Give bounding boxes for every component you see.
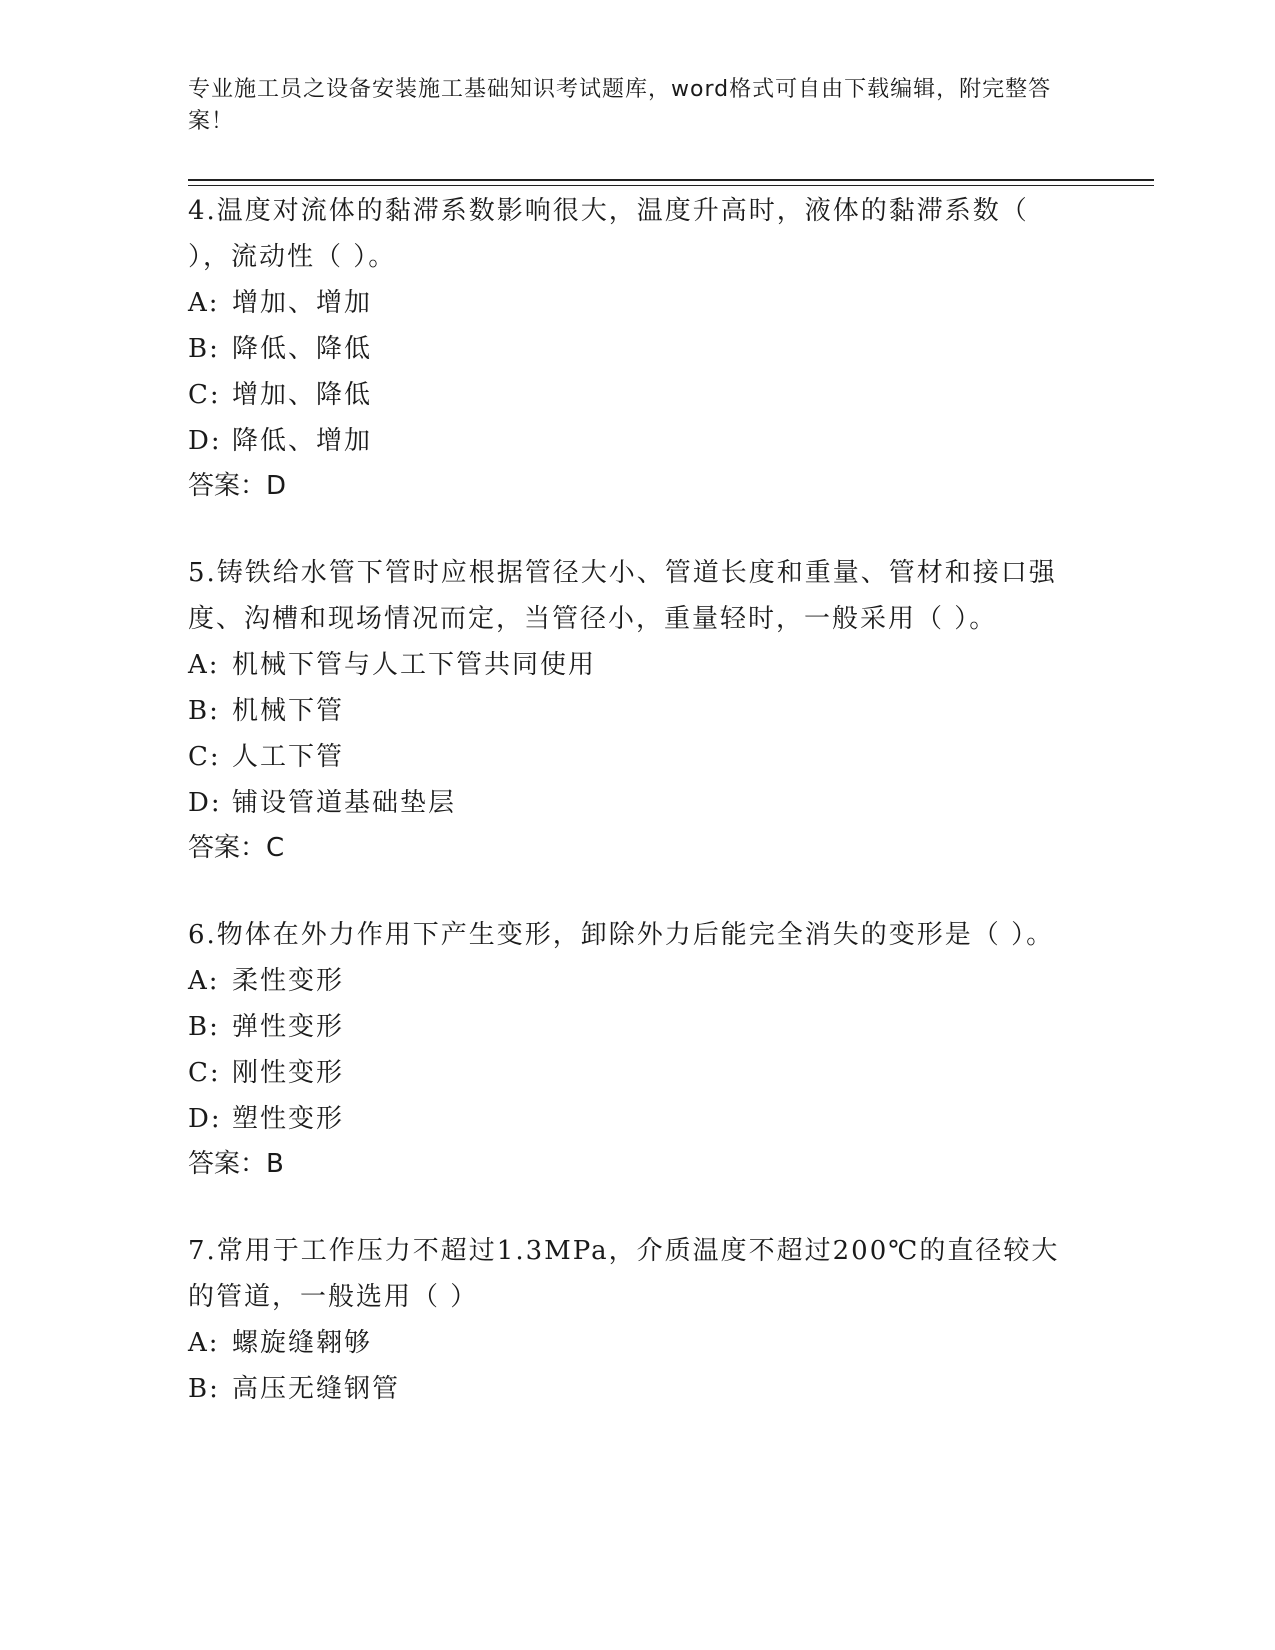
- option-text: 弹性变形: [232, 1012, 345, 1042]
- option-key: B:: [188, 1012, 220, 1042]
- option-c: [188, 734, 1068, 780]
- option-b: [188, 1366, 1068, 1412]
- header-divider-thick: [188, 179, 1154, 181]
- option-key: D:: [188, 788, 222, 818]
- option-text: 人工下管: [232, 742, 345, 772]
- question-6: [188, 912, 1068, 1186]
- option-key: A:: [188, 288, 220, 318]
- question-4: [188, 188, 1068, 508]
- option-text: 铺设管道基础垫层: [232, 788, 457, 818]
- option-d: [188, 780, 1068, 826]
- answer-line: 答案：B: [188, 1149, 284, 1179]
- option-b: [188, 688, 1068, 734]
- question-stem: 5.铸铁给水管下管时应根据管径大小、管道长度和重量、管材和接口强度、沟槽和现场情况而定，当管径小，重量轻时，一般采用（ ）。: [188, 558, 1057, 634]
- question-list: [188, 188, 1068, 1454]
- option-text: 机械下管: [232, 696, 345, 726]
- document-header: 专业施工员之设备安装施工基础知识考试题库，word格式可自由下载编辑，附完整答案！: [188, 77, 1052, 134]
- option-key: C:: [188, 742, 221, 772]
- question-stem: 4.温度对流体的黏滞系数影响很大，温度升高时，液体的黏滞系数（ ），流动性（ ）。: [188, 196, 1029, 272]
- option-text: 机械下管与人工下管共同使用: [232, 650, 597, 680]
- option-text: 螺旋缝翱够: [232, 1328, 373, 1358]
- option-key: C:: [188, 1058, 221, 1088]
- option-a: [188, 280, 1068, 326]
- option-text: 柔性变形: [232, 966, 345, 996]
- option-a: [188, 958, 1068, 1004]
- option-text: 刚性变形: [232, 1058, 345, 1088]
- option-key: B:: [188, 696, 220, 726]
- option-text: 增加、增加: [232, 288, 373, 318]
- option-key: D:: [188, 426, 222, 456]
- option-b: [188, 1004, 1068, 1050]
- option-d: [188, 1096, 1068, 1142]
- option-key: A:: [188, 1328, 220, 1358]
- answer-line: 答案：D: [188, 471, 287, 501]
- option-c: [188, 372, 1068, 418]
- option-b: [188, 326, 1068, 372]
- option-key: B:: [188, 334, 220, 364]
- option-key: A:: [188, 650, 220, 680]
- option-key: D:: [188, 1104, 222, 1134]
- option-text: 增加、降低: [232, 380, 373, 410]
- question-5: [188, 550, 1068, 870]
- option-c: [188, 1050, 1068, 1096]
- question-stem: 6.物体在外力作用下产生变形，卸除外力后能完全消失的变形是（ ）。: [188, 920, 1055, 950]
- option-text: 降低、降低: [232, 334, 373, 364]
- question-stem: 7.常用于工作压力不超过1.3MPa，介质温度不超过200℃的直径较大的管道，一般选用（ ）: [188, 1236, 1060, 1312]
- option-text: 塑性变形: [232, 1104, 345, 1134]
- option-key: A:: [188, 966, 220, 996]
- option-text: 降低、增加: [232, 426, 373, 456]
- option-a: [188, 1320, 1068, 1366]
- option-key: B:: [188, 1374, 220, 1404]
- question-7: [188, 1228, 1068, 1412]
- option-text: 高压无缝钢管: [232, 1374, 401, 1404]
- option-key: C:: [188, 380, 221, 410]
- option-d: [188, 418, 1068, 464]
- header-divider-thin: [188, 185, 1154, 186]
- answer-line: 答案：C: [188, 833, 285, 863]
- option-a: [188, 642, 1068, 688]
